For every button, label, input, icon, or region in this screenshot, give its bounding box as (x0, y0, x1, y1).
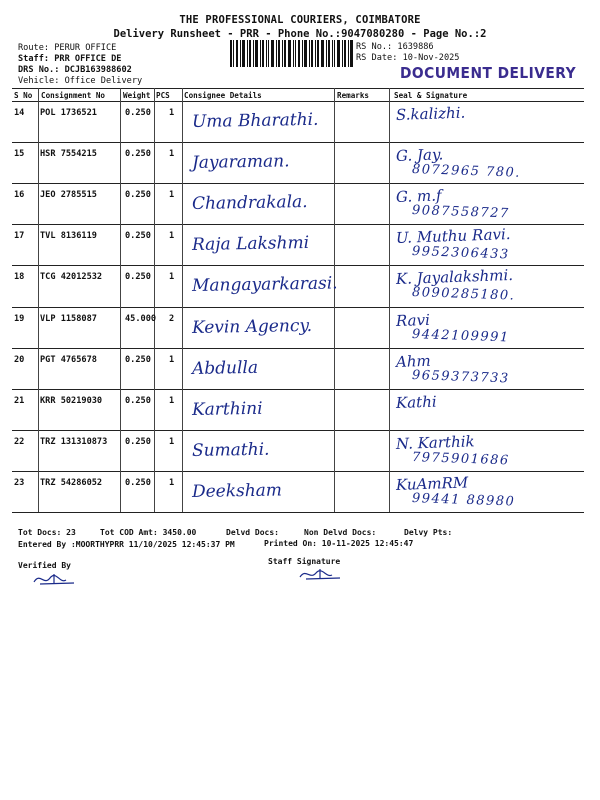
table-row (12, 265, 584, 306)
table-row (12, 101, 584, 142)
barcode-icon (230, 40, 353, 67)
receiver-phone-handwritten: 8072965 780. (411, 162, 522, 181)
serial-number: 22 (14, 436, 25, 447)
serial-number: 14 (14, 108, 25, 118)
weight-value: 0.250 (125, 436, 151, 447)
receiver-signature-handwritten: Ahm (395, 351, 432, 371)
document-delivery-stamp: DOCUMENT DELIVERY (400, 64, 577, 82)
pieces-count: 2 (169, 313, 175, 324)
serial-number: 19 (14, 313, 25, 324)
receiver-signature-handwritten: G. Jay. (395, 145, 444, 166)
receiver-phone-handwritten: 9442109991 (411, 326, 510, 345)
consignment-number: TVL 8136119 (40, 231, 97, 242)
weight-value: 0.250 (125, 354, 151, 365)
receiver-signature-handwritten: KuAmRM (395, 473, 469, 494)
runsheet-table (12, 88, 584, 512)
entered-by: Entered By :MOORTHYPRR 11/10/2025 12:45:37 PM (18, 540, 235, 549)
runsheet-meta-left (18, 43, 142, 87)
column-header-sno: S No (14, 91, 33, 100)
consignee-name-handwritten: Deeksham (191, 480, 283, 502)
receiver-signature-handwritten: N. Karthik (395, 432, 475, 453)
serial-number: 15 (14, 149, 25, 160)
consignee-name-handwritten: Chandrakala. (191, 192, 308, 215)
consignment-number: KRR 50219030 (40, 395, 103, 406)
table-row (12, 430, 584, 471)
receiver-phone-handwritten: 9952306433 (411, 244, 510, 263)
receiver-phone-handwritten: 8090285180. (411, 285, 516, 304)
route-text: Route: PERUR OFFICE (18, 43, 117, 53)
serial-number: 16 (14, 190, 25, 201)
consignee-name-handwritten: Mangayarkarasi. (191, 273, 338, 297)
receiver-signature-handwritten: Ravi (395, 310, 431, 330)
table-row (12, 183, 584, 224)
consignment-number: HSR 7554215 (40, 149, 97, 160)
serial-number: 23 (14, 477, 25, 488)
table-row (12, 142, 584, 183)
receiver-phone-handwritten: 9659373733 (411, 367, 510, 386)
receiver-signature-handwritten: U. Muthu Ravi. (395, 225, 511, 248)
weight-value: 0.250 (125, 395, 151, 406)
verified-by-label: Verified By (18, 561, 71, 570)
verifier-signature-icon (30, 570, 80, 588)
consignee-name-handwritten: Karthini (191, 398, 263, 420)
serial-number: 17 (14, 231, 25, 242)
pieces-count: 1 (169, 354, 175, 365)
serial-number: 18 (14, 272, 25, 283)
pieces-count: 1 (169, 108, 175, 118)
runsheet-meta-right (356, 42, 459, 64)
pieces-count: 1 (169, 149, 175, 160)
consignment-number: VLP 1158087 (40, 313, 97, 324)
table-row (12, 307, 584, 348)
consignment-number: TCG 42012532 (40, 272, 103, 283)
receiver-phone-handwritten: 99441 88980 (411, 490, 516, 510)
column-header-seal-signature: Seal & Signature (394, 91, 468, 100)
consignment-number: JEO 2785515 (40, 190, 97, 201)
staff-signature-label: Staff Signature (268, 557, 341, 566)
receiver-signature-handwritten: S.kalizhi. (395, 103, 466, 124)
consignee-name-handwritten: Jayaraman. (191, 151, 290, 174)
weight-value: 0.250 (125, 231, 151, 242)
row-divider (12, 512, 584, 513)
runsheet-subtitle: Delivery Runsheet - PRR - Phone No.:9047080280 - Page No.:2 (113, 28, 487, 40)
receiver-signature-handwritten: K. Jayalakshmi. (395, 266, 514, 289)
consignment-number: POL 1736521 (40, 108, 97, 118)
delivered-docs: Delvd Docs: (226, 528, 279, 537)
consignment-number: PGT 4765678 (40, 354, 97, 365)
consignee-name-handwritten: Uma Bharathi. (191, 109, 319, 132)
rs-number: RS No.: 1639886 (356, 42, 434, 52)
pieces-count: 1 (169, 231, 175, 242)
table-top-rule (12, 88, 584, 89)
printed-on: Printed On: 10-11-2025 12:45:47 (264, 539, 414, 548)
column-header-pcs: PCS (156, 91, 170, 100)
column-header-weight: Weight (123, 91, 151, 100)
receiver-phone-handwritten: 9087558727 (411, 203, 510, 222)
column-header-consignment: Consignment No (41, 91, 106, 100)
rs-date: RS Date: 10-Nov-2025 (356, 53, 460, 63)
weight-value: 45.000 (125, 313, 157, 324)
receiver-phone-handwritten: 7975901686 (411, 449, 510, 469)
consignment-number: TRZ 54286052 (40, 477, 103, 488)
weight-value: 0.250 (125, 477, 151, 488)
total-docs: Tot Docs: 23 (18, 528, 76, 537)
vehicle-text: Vehicle: Office Delivery (18, 76, 143, 86)
serial-number: 21 (14, 395, 25, 406)
table-row (12, 348, 584, 389)
pieces-count: 1 (169, 436, 175, 447)
drs-number: DRS No.: DCJB163988602 (18, 65, 132, 75)
column-header-consignee: Consignee Details (184, 91, 262, 100)
table-row (12, 389, 584, 430)
table-row (12, 224, 584, 265)
receiver-signature-handwritten: G. m.f (395, 186, 442, 207)
pieces-count: 1 (169, 272, 175, 283)
serial-number: 20 (14, 354, 25, 365)
column-header-remarks: Remarks (337, 91, 370, 100)
weight-value: 0.250 (125, 149, 151, 160)
total-cod-amount: Tot COD Amt: 3450.00 (100, 528, 197, 537)
pieces-count: 1 (169, 477, 175, 488)
pieces-count: 1 (169, 395, 175, 406)
non-delivered-docs: Non Delvd Docs: (304, 528, 377, 537)
consignee-name-handwritten: Sumathi. (191, 439, 270, 461)
document-title: THE PROFESSIONAL COURIERS, COIMBATORE (179, 14, 421, 26)
weight-value: 0.250 (125, 272, 151, 283)
staff-signature-icon (296, 566, 346, 582)
consignee-name-handwritten: Kevin Agency. (191, 315, 313, 338)
consignment-number: TRZ 131310873 (40, 436, 108, 447)
delivery-points: Delvy Pts: (404, 528, 453, 537)
weight-value: 0.250 (125, 108, 151, 118)
consignee-name-handwritten: Raja Lakshmi (191, 233, 310, 256)
consignee-name-handwritten: Abdulla (191, 357, 259, 379)
table-row (12, 471, 584, 512)
weight-value: 0.250 (125, 190, 151, 201)
staff-text: Staff: PRR OFFICE DE (18, 54, 122, 64)
receiver-signature-handwritten: Kathi (395, 392, 437, 412)
pieces-count: 1 (169, 190, 175, 201)
